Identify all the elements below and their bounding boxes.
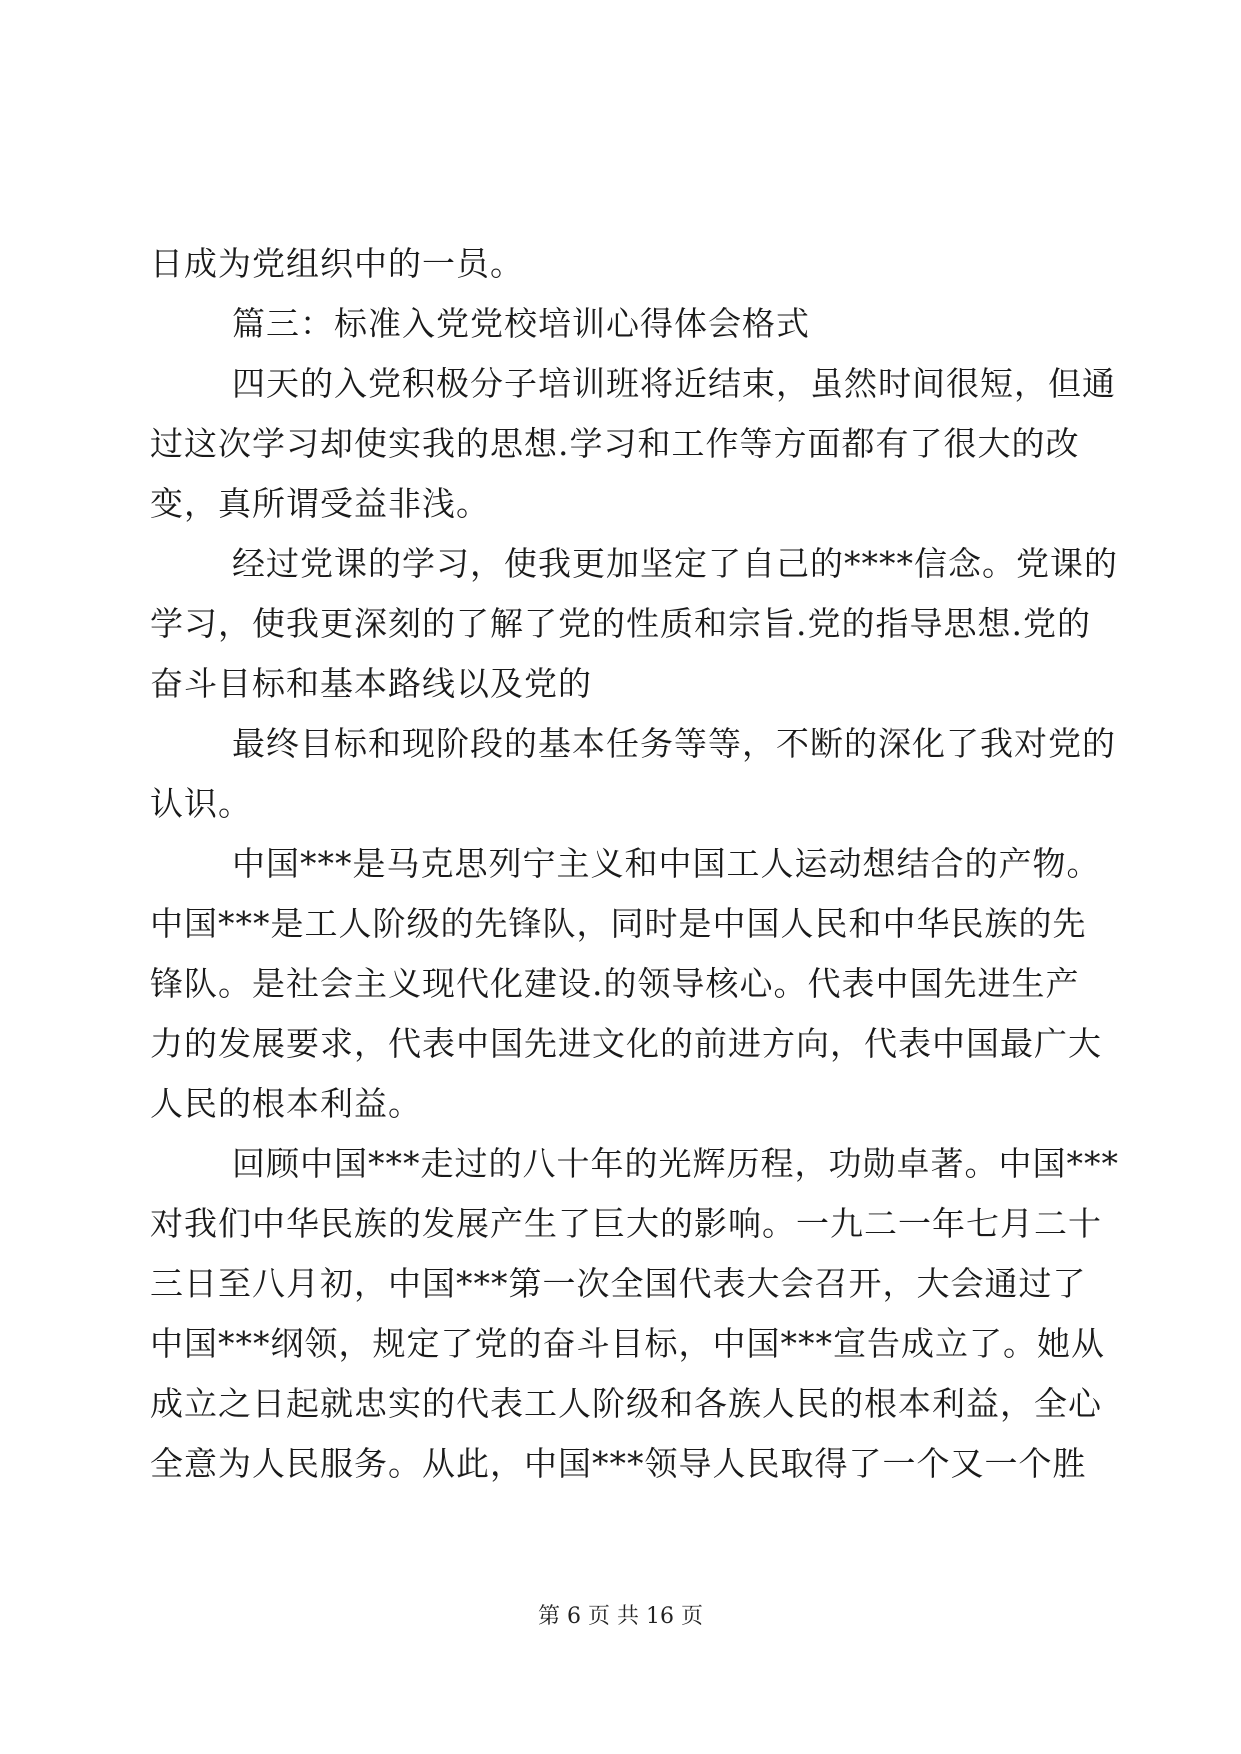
text-line: 学习，使我更深刻的了解了党的性质和宗旨.党的指导思想.党的 bbox=[150, 604, 1091, 643]
text-line: 经过党课的学习，使我更加坚定了自己的****信念。党课的 bbox=[232, 544, 1118, 583]
document-body bbox=[150, 234, 1119, 1494]
text-line: 奋斗目标和基本路线以及党的 bbox=[150, 664, 592, 703]
text-line: 回顾中国***走过的八十年的光辉历程，功勋卓著。中国*** bbox=[232, 1144, 1119, 1183]
text-line: 过这次学习却使实我的思想.学习和工作等方面都有了很大的改 bbox=[150, 424, 1080, 463]
text-line: 成立之日起就忠实的代表工人阶级和各族人民的根本利益，全心 bbox=[150, 1384, 1102, 1423]
text-line: 对我们中华民族的发展产生了巨大的影响。一九二一年七月二十 bbox=[150, 1204, 1102, 1243]
page-number-footer: 第 6 页 共 16 页 bbox=[538, 1604, 703, 1629]
text-line: 日成为党组织中的一员。 bbox=[150, 244, 524, 283]
text-line: 三日至八月初，中国***第一次全国代表大会召开，大会通过了 bbox=[150, 1264, 1087, 1303]
text-line: 中国***纲领，规定了党的奋斗目标，中国***宣告成立了。她从 bbox=[150, 1324, 1105, 1363]
text-line: 最终目标和现阶段的基本任务等等，不断的深化了我对党的 bbox=[232, 724, 1116, 763]
text-line: 中国***是工人阶级的先锋队，同时是中国人民和中华民族的先 bbox=[150, 904, 1087, 943]
text-line: 认识。 bbox=[150, 784, 252, 823]
text-line: 锋队。是社会主义现代化建设.的领导核心。代表中国先进生产 bbox=[150, 964, 1080, 1003]
text-line: 中国***是马克思列宁主义和中国工人运动想结合的产物。 bbox=[232, 844, 1101, 883]
text-line: 变，真所谓受益非浅。 bbox=[150, 484, 490, 523]
section-heading: 篇三：标准入党党校培训心得体会格式 bbox=[232, 304, 810, 343]
text-line: 四天的入党积极分子培训班将近结束，虽然时间很短，但通 bbox=[232, 364, 1116, 403]
text-line: 全意为人民服务。从此，中国***领导人民取得了一个又一个胜 bbox=[150, 1444, 1087, 1483]
text-line: 人民的根本利益。 bbox=[150, 1084, 422, 1123]
text-line: 力的发展要求，代表中国先进文化的前进方向，代表中国最广大 bbox=[150, 1024, 1102, 1063]
